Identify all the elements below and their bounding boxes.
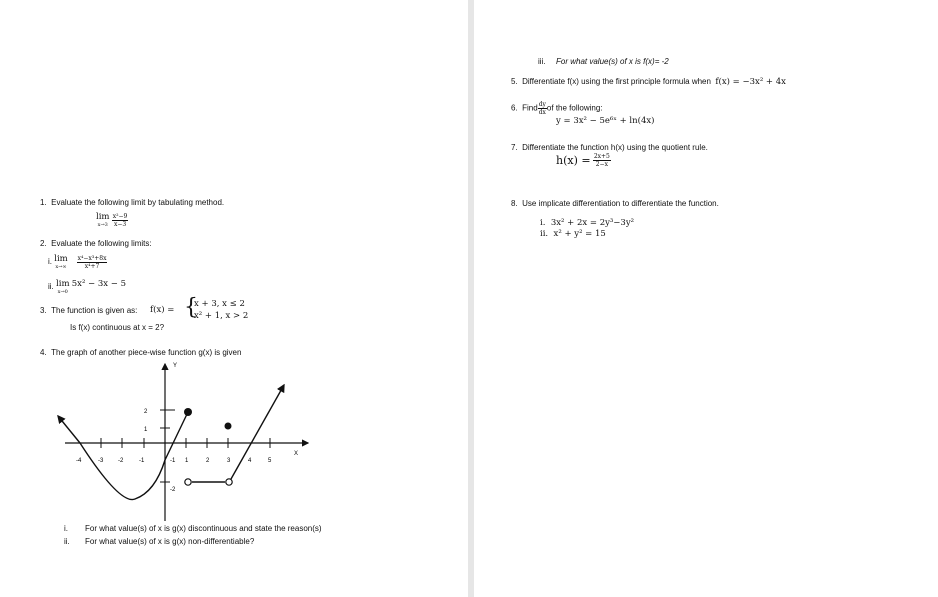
filled-point [184, 408, 192, 416]
y-tick: 2 [144, 409, 148, 415]
lim: lim [56, 279, 70, 289]
x-tick: 3 [227, 458, 231, 464]
label: i. [64, 524, 68, 533]
x-axis-label: X [294, 451, 299, 457]
numerator: x²−9 [112, 212, 128, 220]
text: For what value(s) of x is f(x)= -2 [556, 57, 669, 66]
q7-number: 7. [511, 143, 518, 152]
q8-ii [540, 229, 606, 239]
x-tick: -1 [170, 458, 176, 464]
x-tick: 1 [185, 458, 189, 464]
equation: x² + y² = 15 [553, 229, 606, 239]
q5-text: Differentiate f(x) using the first principle formula when [522, 77, 711, 86]
label: ii. [48, 282, 54, 292]
q8-text: Use implicate differentiation to differentiate the function. [522, 199, 719, 208]
label: iii. [538, 57, 546, 66]
iii [538, 57, 669, 66]
case-1: x + 3, x ≤ 2 [194, 299, 245, 309]
q6-number: 6. [511, 103, 518, 113]
q7-expr [556, 153, 611, 168]
expression: 5x² − 3x − 5 [71, 279, 127, 289]
q4-number: 4. [40, 348, 47, 357]
text: For what value(s) of x is g(x) discontinuous and state the reason(s) [85, 524, 322, 533]
denominator: x⁴+7 [84, 262, 100, 270]
q6-text: of the following: [546, 103, 603, 113]
q3-number: 3. [40, 306, 47, 315]
x-tick: -2 [118, 458, 124, 464]
label: i. [540, 218, 546, 228]
lhs: h(x) = [556, 154, 591, 167]
filled-point [225, 423, 232, 430]
lim: lim [54, 254, 68, 264]
numerator: x⁴−x³+8x [77, 254, 107, 262]
q7-text: Differentiate the function h(x) using the quotient rule. [522, 143, 708, 152]
y-tick: 1 [144, 427, 148, 433]
q5 [511, 77, 786, 87]
q1-text: Evaluate the following limit by tabulating method. [51, 198, 225, 207]
q8-number: 8. [511, 199, 518, 208]
q2-text: Evaluate the following limits: [51, 239, 152, 248]
line-segment [231, 385, 284, 479]
q8-i [540, 218, 634, 228]
label: ii. [540, 229, 549, 239]
lim-sub: x→∞ [55, 264, 67, 270]
q1-number: 1. [40, 198, 47, 207]
x-tick: 5 [268, 458, 272, 464]
q5-number: 5. [511, 77, 518, 86]
case-2: x² + 1, x > 2 [194, 311, 249, 321]
dy: dy [538, 101, 546, 108]
q8 [511, 199, 719, 208]
q7 [511, 143, 708, 152]
open-point [226, 479, 232, 485]
tick-marks [101, 410, 270, 482]
q5-expr: f(x) = −3x² + 4x [715, 77, 786, 87]
q4-text: The graph of another piece-wise function g(x) is given [51, 348, 242, 357]
find: Find [522, 103, 538, 113]
q2-number: 2. [40, 239, 47, 248]
q6 [511, 101, 603, 116]
open-point [185, 479, 191, 485]
x-tick: 4 [248, 458, 252, 464]
q3-question: Is f(x) continuous at x = 2? [70, 323, 165, 332]
lim-sub: x→3 [97, 222, 108, 228]
denominator: x−3 [113, 220, 127, 228]
function-f: f(x) = [150, 305, 175, 315]
x-tick: -3 [98, 458, 104, 464]
text: For what value(s) of x is g(x) non-differentiable? [85, 537, 255, 546]
equation: 3x² + 2x = 2y³−3y² [550, 218, 635, 228]
q4-ii [64, 537, 255, 546]
page-2 [474, 0, 938, 597]
denominator: 2−x [595, 161, 608, 168]
label: ii. [64, 537, 70, 546]
lim: lim [96, 212, 110, 222]
lim-sub: x→0 [57, 289, 68, 295]
dx: dx [538, 109, 546, 116]
q6-expr: y = 3x² − 5e⁶ˣ + ln(4x) [556, 116, 655, 126]
q3-text: The function is given as: [51, 306, 138, 315]
numerator: 2x+5 [593, 153, 610, 160]
piecewise-graph [0, 0, 468, 597]
x-tick: -1 [139, 458, 145, 464]
brace: { [184, 295, 198, 320]
x-tick: 2 [206, 458, 210, 464]
q4-i [64, 524, 322, 533]
left-arrow [58, 416, 80, 443]
y-tick: -2 [170, 487, 176, 493]
page-1 [0, 0, 468, 597]
label: i. [48, 257, 52, 267]
x-tick: -4 [76, 458, 82, 464]
y-axis-label: Y [173, 363, 178, 369]
